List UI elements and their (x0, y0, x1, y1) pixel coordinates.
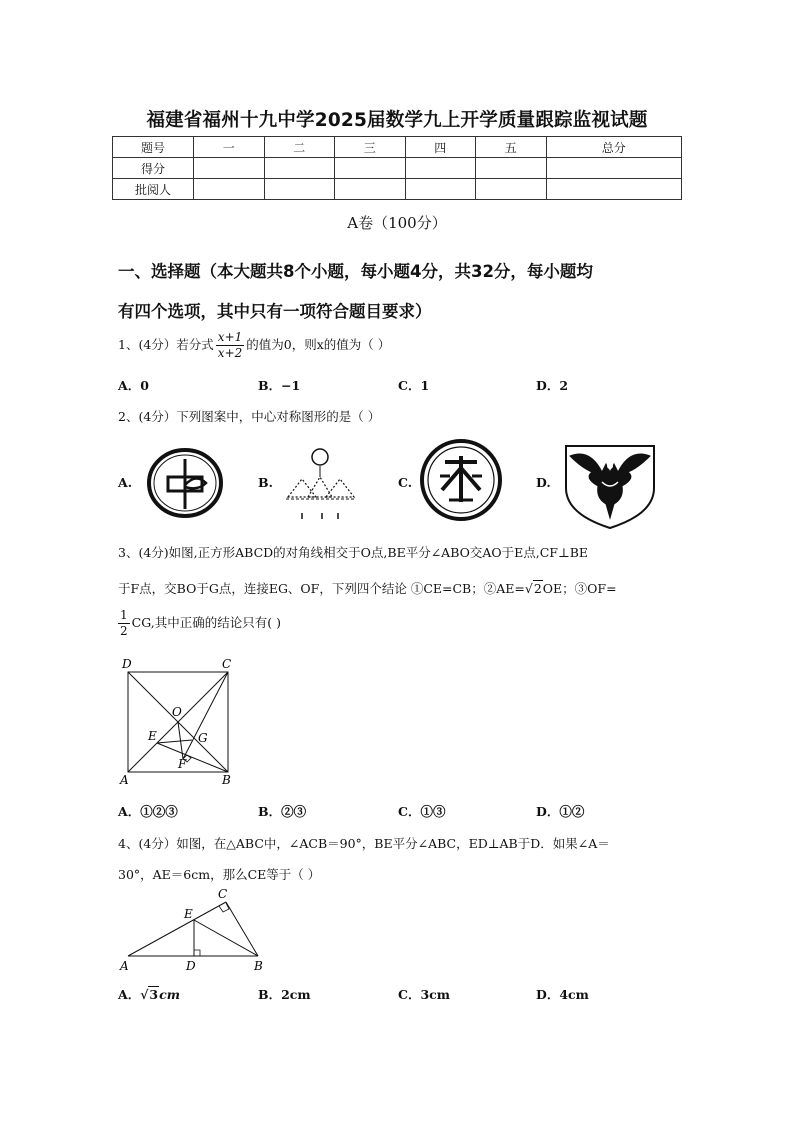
section-a-heading: A卷（100分） (347, 214, 447, 232)
q3-line-2a: 于F点，交BO于G点，连接EG、OF，下列四个结论 ①CE=CB；②AE= (118, 581, 525, 596)
section-1-heading (118, 252, 688, 332)
score-table (112, 136, 682, 200)
q1-numerator: x+1 (217, 330, 243, 344)
q3-half-numerator: 1 (120, 608, 128, 622)
q4-option-b: B．2cm (258, 987, 311, 1002)
table-cell (264, 179, 335, 200)
q1-option-c: C．1 (398, 378, 430, 393)
question-3-line-3 (118, 608, 281, 639)
q3-half-denominator: 2 (120, 624, 128, 638)
q3-label-a: A (120, 773, 129, 787)
table-cell (476, 158, 547, 179)
q4-triangle-figure (116, 888, 272, 976)
q3-label-c: C (222, 657, 232, 671)
table-cell (546, 158, 682, 179)
table-cell (335, 179, 406, 200)
q1-fraction (216, 330, 244, 361)
q4-option-a-unit: cm (159, 987, 180, 1002)
q3-option-a: A．①②③ (118, 804, 178, 819)
q1-denominator: x+2 (217, 346, 243, 360)
q4-sqrt-radicand: 3 (149, 987, 159, 1002)
q4-option-a-prefix: A． (118, 987, 141, 1002)
q2-figure-d (562, 438, 658, 530)
question-4-line-1: 4、(4分）如图，在△ABC中，∠ACB＝90°，BE平分∠ABC，ED⊥AB于D．如果∠A＝ (118, 836, 610, 851)
section-1-line-1: 一、选择题（本大题共8个小题，每小题4分，共32分，每小题均 (118, 262, 593, 281)
q3-sqrt: √2 (524, 581, 542, 596)
q2-label-b: B. (258, 475, 273, 490)
q4-label-e: E (184, 907, 193, 921)
q3-label-e: E (148, 729, 157, 743)
table-cell: 三 (335, 137, 406, 158)
q1-option-d: D．2 (536, 378, 569, 393)
question-1 (118, 330, 390, 361)
q3-label-o: O (172, 705, 182, 719)
q4-label-a: A (120, 959, 129, 973)
q2-figure-a (146, 447, 226, 519)
table-cell: 总分 (546, 137, 682, 158)
q4-option-a (118, 985, 180, 1003)
page-title: 福建省福州十九中学2025届数学九上开学质量跟踪监视试题 (146, 110, 648, 131)
q3-sqrt-radicand: 2 (533, 581, 542, 596)
question-3-line-2 (118, 579, 617, 597)
q3-half-fraction (118, 608, 130, 639)
question-2: 2、(4分）下列图案中，中心对称图形的是（ ） (118, 409, 381, 424)
q4-label-d: D (186, 959, 196, 973)
q4-label-b: B (254, 959, 263, 973)
q3-label-b: B (222, 773, 231, 787)
table-cell (546, 179, 682, 200)
q4-option-d: D．4cm (536, 987, 589, 1002)
question-3-line-1: 3、(4分)如图,正方形ABCD的对角线相交于O点,BE平分∠ABO交AO于E点,CF⊥BE (118, 545, 589, 560)
q4-option-c: C．3cm (398, 987, 450, 1002)
q4-label-c: C (218, 888, 228, 901)
table-cell: 二 (264, 137, 335, 158)
q2-label-a: A. (118, 475, 133, 490)
q3-option-b: B．②③ (258, 804, 307, 819)
q3-label-d: D (122, 657, 132, 671)
table-cell (335, 158, 406, 179)
table-cell (476, 179, 547, 200)
table-cell: 题号 (113, 137, 194, 158)
q1-prefix: 1、(4分）若分式 (118, 337, 214, 352)
section-1-line-2: 有四个选项，其中只有一项符合题目要求） (118, 302, 432, 321)
q3-option-d: D．①② (536, 804, 585, 819)
q1-option-a: A．0 (118, 378, 149, 393)
table-cell (194, 158, 265, 179)
table-cell: 四 (405, 137, 476, 158)
question-4-line-2: 30°，AE＝6cm，那么CE等于（ ） (118, 867, 321, 882)
q4-sqrt: √3 (140, 987, 159, 1002)
q3-option-c: C．①③ (398, 804, 446, 819)
table-cell (264, 158, 335, 179)
q2-label-c: C. (398, 475, 413, 490)
q1-suffix: 的值为0，则x的值为（ ） (246, 337, 391, 352)
q3-label-g: G (198, 731, 208, 745)
q2-figure-c (420, 438, 502, 522)
table-cell (405, 158, 476, 179)
q2-label-d: D. (536, 475, 551, 490)
table-row (113, 158, 682, 179)
table-row (113, 179, 682, 200)
q3-label-f: F (178, 757, 187, 771)
q2-figure-b (282, 447, 360, 521)
table-cell: 五 (476, 137, 547, 158)
table-cell (194, 179, 265, 200)
q1-option-b: B．−1 (258, 378, 301, 393)
q3-line-2b: OE；③OF= (542, 581, 617, 596)
table-cell: 得分 (113, 158, 194, 179)
table-cell: 一 (194, 137, 265, 158)
table-cell: 批阅人 (113, 179, 194, 200)
q3-line-3-text: CG,其中正确的结论只有( ) (131, 615, 281, 630)
q3-square-figure (116, 656, 244, 790)
table-row (113, 137, 682, 158)
table-cell (405, 179, 476, 200)
